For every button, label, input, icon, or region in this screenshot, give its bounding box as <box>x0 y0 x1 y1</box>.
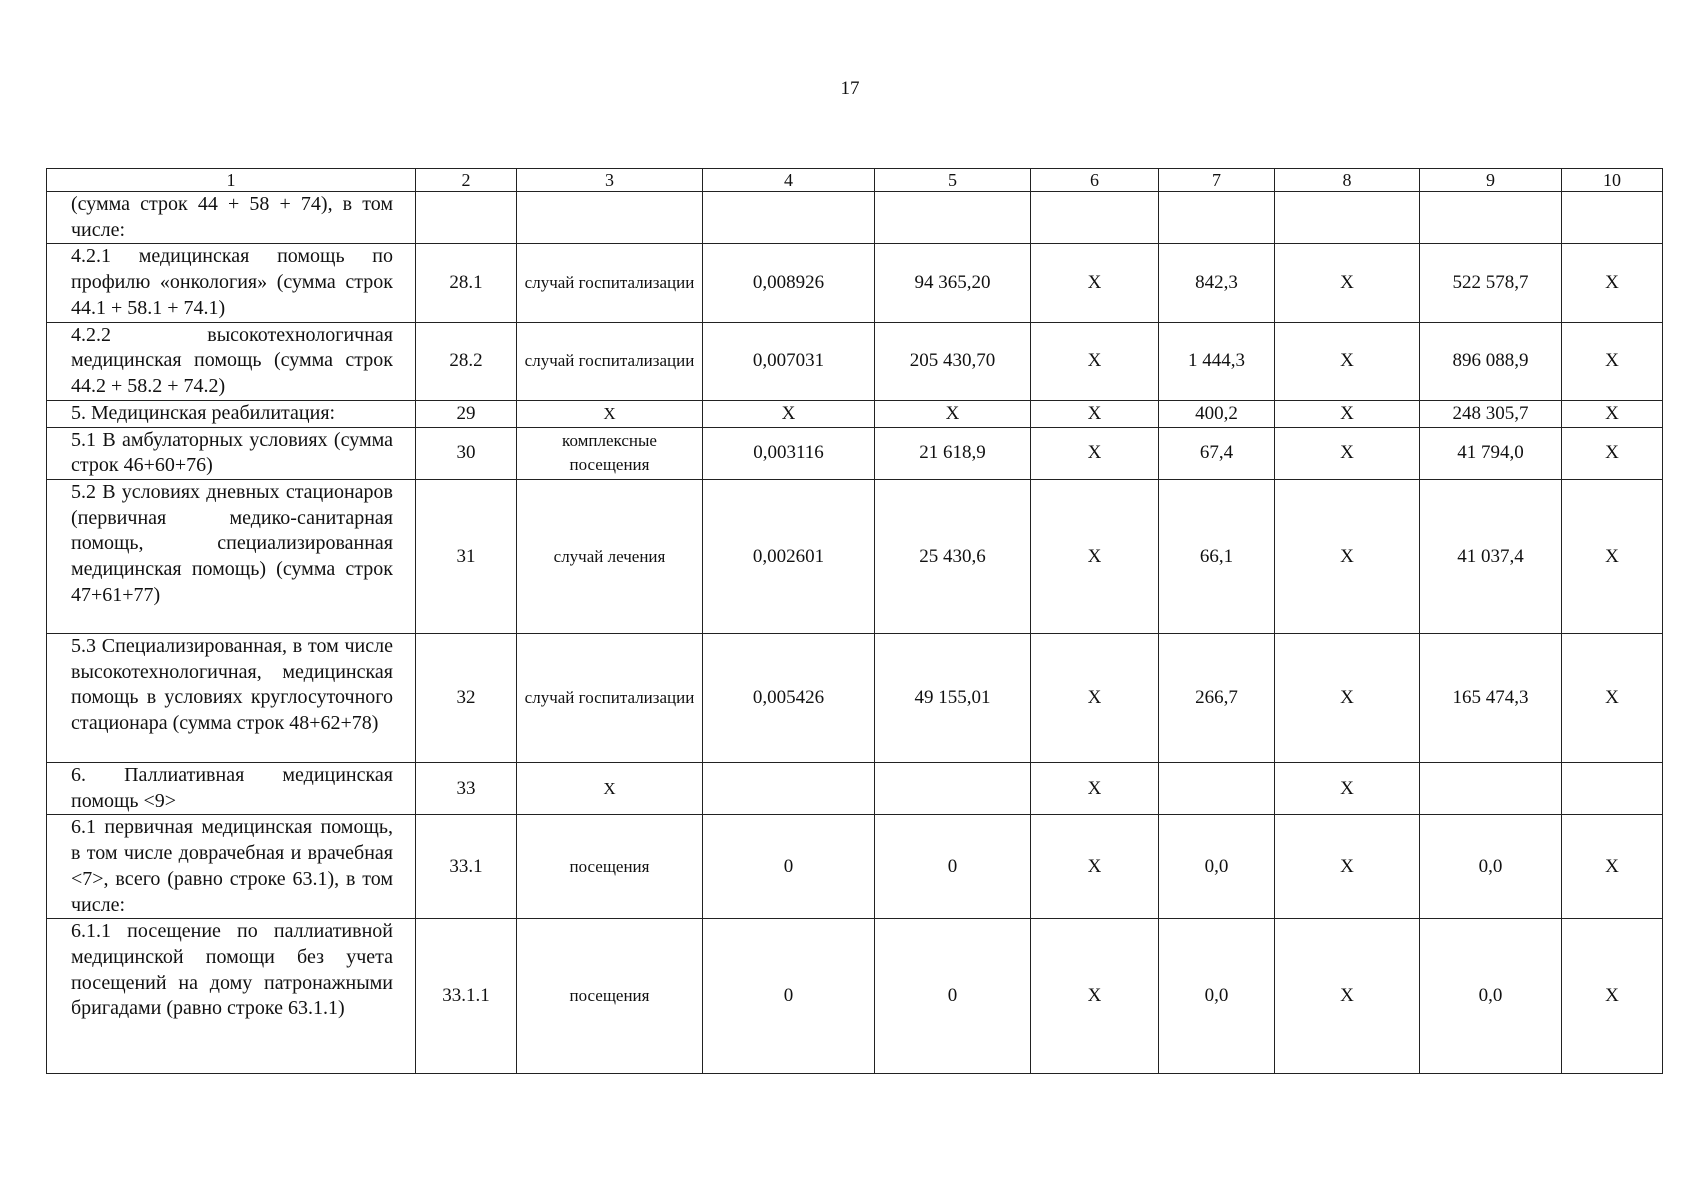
cost-per-unit-cell: 0 <box>875 919 1031 1074</box>
medical-care-table <box>46 168 1663 1074</box>
column-header: 5 <box>875 169 1031 192</box>
column-6-cell: X <box>1031 815 1159 919</box>
cost-per-unit-cell: 25 430,6 <box>875 480 1031 634</box>
unit-cell: случай госпитализации <box>517 244 703 322</box>
unit-cell: случай госпитализации <box>517 322 703 400</box>
row-code-cell: 30 <box>416 427 517 479</box>
norm-volume-cell: 0,002601 <box>703 480 875 634</box>
column-header: 1 <box>47 169 416 192</box>
norm-volume-cell: 0 <box>703 919 875 1074</box>
column-10-cell <box>1562 192 1663 244</box>
column-10-cell: X <box>1562 634 1663 763</box>
column-10-cell: X <box>1562 919 1663 1074</box>
per-capita-cell <box>1159 192 1275 244</box>
total-cost-cell: 41 037,4 <box>1420 480 1562 634</box>
per-capita-cell <box>1159 763 1275 815</box>
column-number-header-row <box>47 169 1663 192</box>
column-header: 9 <box>1420 169 1562 192</box>
table-row <box>47 400 1663 427</box>
cost-per-unit-cell: 94 365,20 <box>875 244 1031 322</box>
total-cost-cell: 41 794,0 <box>1420 427 1562 479</box>
unit-cell: X <box>517 763 703 815</box>
column-6-cell: X <box>1031 322 1159 400</box>
column-6-cell: X <box>1031 763 1159 815</box>
norm-volume-cell: 0,003116 <box>703 427 875 479</box>
total-cost-cell: 0,0 <box>1420 919 1562 1074</box>
norm-volume-cell: 0,007031 <box>703 322 875 400</box>
table-row <box>47 480 1663 634</box>
cost-per-unit-cell: 0 <box>875 815 1031 919</box>
row-code-cell: 32 <box>416 634 517 763</box>
unit-cell <box>517 192 703 244</box>
unit-cell: случай госпитализации <box>517 634 703 763</box>
column-8-cell: X <box>1275 919 1420 1074</box>
norm-volume-cell: 0 <box>703 815 875 919</box>
row-code-cell <box>416 192 517 244</box>
total-cost-cell <box>1420 192 1562 244</box>
row-code-cell: 33.1 <box>416 815 517 919</box>
row-code-cell: 28.2 <box>416 322 517 400</box>
per-capita-cell: 400,2 <box>1159 400 1275 427</box>
column-header: 8 <box>1275 169 1420 192</box>
column-10-cell: X <box>1562 322 1663 400</box>
per-capita-cell: 0,0 <box>1159 815 1275 919</box>
column-header: 2 <box>416 169 517 192</box>
table-row <box>47 322 1663 400</box>
column-10-cell: X <box>1562 480 1663 634</box>
column-8-cell <box>1275 192 1420 244</box>
unit-cell: посещения <box>517 815 703 919</box>
row-code-cell: 33 <box>416 763 517 815</box>
row-code-cell: 29 <box>416 400 517 427</box>
indicator-name-cell: 5.3 Специализированная, в том числе высокотехнологичная, медицинская помощь в условиях круглосуточного стационара (сумма строк 48+62+78) <box>47 634 416 763</box>
indicator-name-cell: (сумма строк 44 + 58 + 74), в том числе: <box>47 192 416 244</box>
column-header: 3 <box>517 169 703 192</box>
norm-volume-cell: X <box>703 400 875 427</box>
column-8-cell: X <box>1275 244 1420 322</box>
total-cost-cell: 522 578,7 <box>1420 244 1562 322</box>
table-row <box>47 192 1663 244</box>
total-cost-cell: 0,0 <box>1420 815 1562 919</box>
column-8-cell: X <box>1275 400 1420 427</box>
per-capita-cell: 266,7 <box>1159 634 1275 763</box>
norm-volume-cell: 0,008926 <box>703 244 875 322</box>
column-header: 4 <box>703 169 875 192</box>
indicator-name-cell: 6. Паллиативная медицинская помощь <9> <box>47 763 416 815</box>
column-10-cell: X <box>1562 244 1663 322</box>
per-capita-cell: 1 444,3 <box>1159 322 1275 400</box>
total-cost-cell: 165 474,3 <box>1420 634 1562 763</box>
column-8-cell: X <box>1275 427 1420 479</box>
column-6-cell: X <box>1031 480 1159 634</box>
indicator-name-cell: 5.2 В условиях дневных стационаров (первичная медико-санитарная помощь, специализированная медицинская помощь) (сумма строк 47+61+77) <box>47 480 416 634</box>
column-8-cell: X <box>1275 480 1420 634</box>
column-10-cell <box>1562 763 1663 815</box>
unit-cell: X <box>517 400 703 427</box>
column-8-cell: X <box>1275 634 1420 763</box>
norm-volume-cell: 0,005426 <box>703 634 875 763</box>
column-6-cell: X <box>1031 427 1159 479</box>
total-cost-cell <box>1420 763 1562 815</box>
per-capita-cell: 0,0 <box>1159 919 1275 1074</box>
total-cost-cell: 248 305,7 <box>1420 400 1562 427</box>
row-code-cell: 28.1 <box>416 244 517 322</box>
column-6-cell <box>1031 192 1159 244</box>
column-10-cell: X <box>1562 427 1663 479</box>
cost-per-unit-cell <box>875 763 1031 815</box>
indicator-name-cell: 6.1.1 посещение по паллиативной медицинской помощи без учета посещений на дому патронажными бригадами (равно строке 63.1.1) <box>47 919 416 1074</box>
norm-volume-cell <box>703 763 875 815</box>
unit-cell: посещения <box>517 919 703 1074</box>
indicator-name-cell: 6.1 первичная медицинская помощь, в том числе доврачебная и врачебная <7>, всего (равно строке 63.1), в том числе: <box>47 815 416 919</box>
table-row <box>47 763 1663 815</box>
per-capita-cell: 67,4 <box>1159 427 1275 479</box>
column-header: 7 <box>1159 169 1275 192</box>
row-code-cell: 33.1.1 <box>416 919 517 1074</box>
table-row <box>47 427 1663 479</box>
total-cost-cell: 896 088,9 <box>1420 322 1562 400</box>
row-code-cell: 31 <box>416 480 517 634</box>
column-6-cell: X <box>1031 400 1159 427</box>
cost-per-unit-cell: X <box>875 400 1031 427</box>
indicator-name-cell: 4.2.1 медицинская помощь по профилю «онкология» (сумма строк 44.1 + 58.1 + 74.1) <box>47 244 416 322</box>
cost-per-unit-cell <box>875 192 1031 244</box>
column-6-cell: X <box>1031 919 1159 1074</box>
column-6-cell: X <box>1031 244 1159 322</box>
unit-cell: комплексные посещения <box>517 427 703 479</box>
per-capita-cell: 66,1 <box>1159 480 1275 634</box>
column-10-cell: X <box>1562 815 1663 919</box>
column-8-cell: X <box>1275 322 1420 400</box>
table-row <box>47 244 1663 322</box>
table-row <box>47 634 1663 763</box>
column-10-cell: X <box>1562 400 1663 427</box>
column-header: 10 <box>1562 169 1663 192</box>
indicator-name-cell: 5. Медицинская реабилитация: <box>47 400 416 427</box>
indicator-name-cell: 4.2.2 высокотехнологичная медицинская помощь (сумма строк 44.2 + 58.2 + 74.2) <box>47 322 416 400</box>
unit-cell: случай лечения <box>517 480 703 634</box>
table-row <box>47 815 1663 919</box>
indicator-name-cell: 5.1 В амбулаторных условиях (сумма строк 46+60+76) <box>47 427 416 479</box>
page-number: 17 <box>840 78 860 99</box>
cost-per-unit-cell: 205 430,70 <box>875 322 1031 400</box>
per-capita-cell: 842,3 <box>1159 244 1275 322</box>
cost-per-unit-cell: 49 155,01 <box>875 634 1031 763</box>
cost-per-unit-cell: 21 618,9 <box>875 427 1031 479</box>
column-8-cell: X <box>1275 763 1420 815</box>
table-row <box>47 919 1663 1074</box>
column-8-cell: X <box>1275 815 1420 919</box>
norm-volume-cell <box>703 192 875 244</box>
column-header: 6 <box>1031 169 1159 192</box>
column-6-cell: X <box>1031 634 1159 763</box>
